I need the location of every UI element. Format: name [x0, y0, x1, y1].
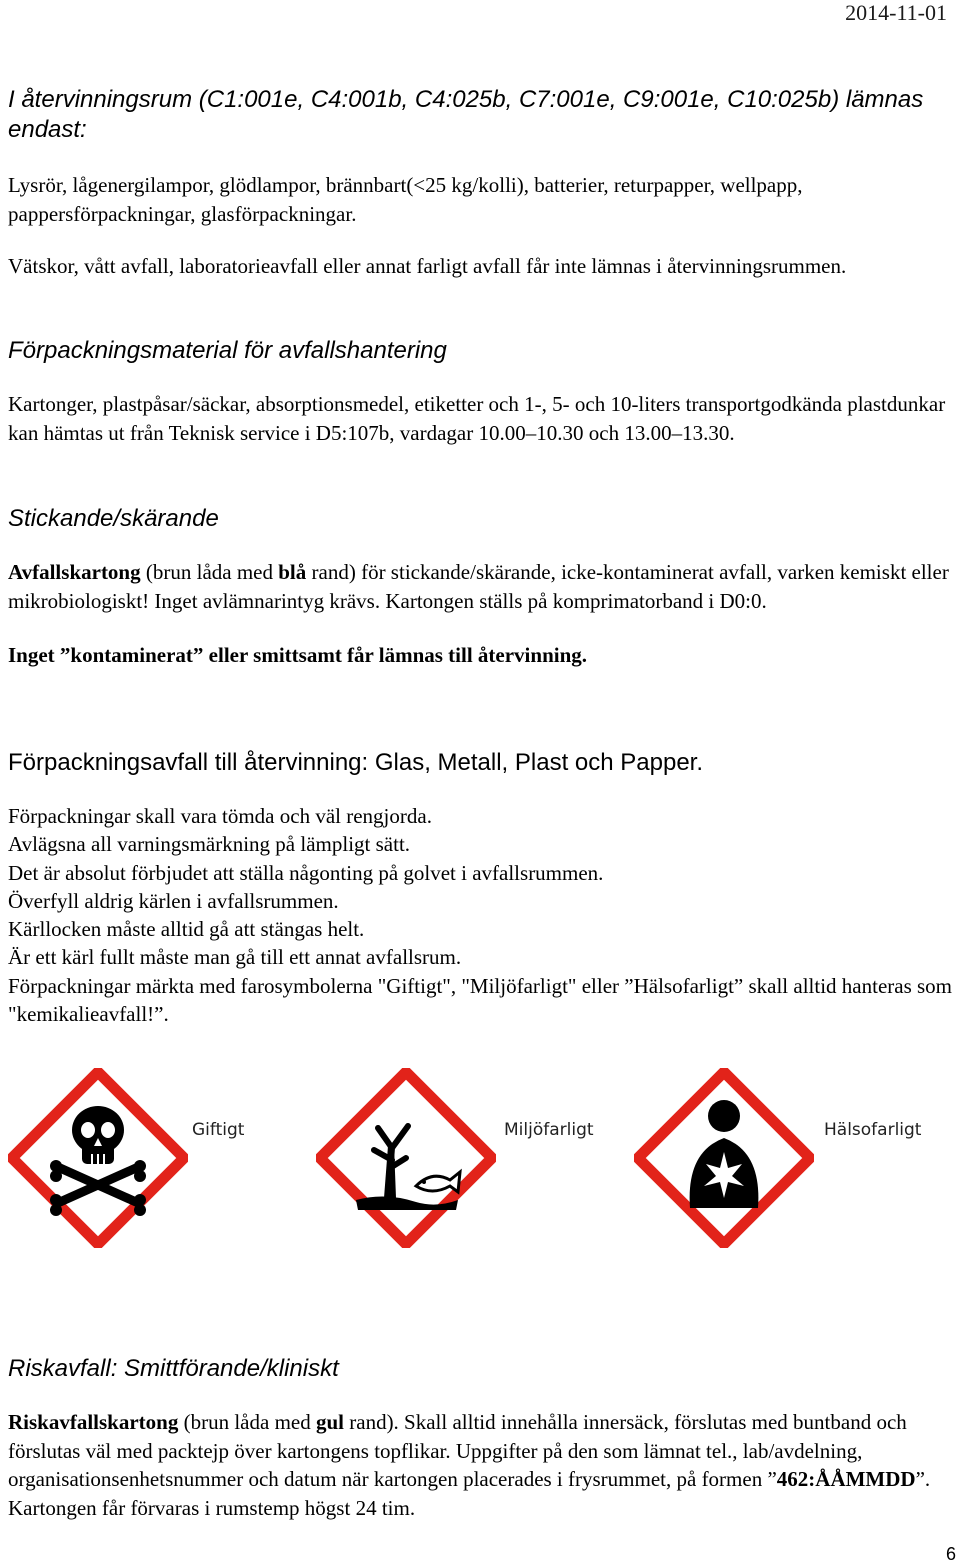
- blue-stripe-label: blå: [278, 560, 307, 584]
- risk-text-1: (brun låda med: [178, 1410, 316, 1434]
- sharps-heading: Stickande/skärande: [8, 505, 219, 532]
- health-hazard-icon: [634, 1068, 814, 1248]
- packaging-waste-rules: [8, 802, 956, 1028]
- sharps-text-1: (brun låda med: [140, 560, 279, 584]
- risk-waste-heading: Riskavfall: Smittförande/kliniskt: [8, 1355, 339, 1382]
- toxic-label: Giftigt: [192, 1120, 245, 1140]
- rule-line: Förpackningar märkta med farosymbolerna "Giftigt", "Miljöfarligt" eller ”Hälsofarligt” skall alltid hanteras som "kemikalieavfall!”.: [8, 973, 953, 1027]
- rule-line: Det är absolut förbjudet att ställa någonting på golvet i avfallsrummen.: [8, 860, 604, 885]
- date-format-code: 462:ÅÅMMDD: [776, 1467, 916, 1491]
- environment-label: Miljöfarligt: [504, 1120, 594, 1140]
- risk-text-2: rand). Skall alltid innehålla innersäck, förslutas med buntband och förslutas väl med packtejp över kartongens topflikar. Uppgifter på den som lämnat tel., lab/avdelning, organisationsenhetsnummer och datum när kartongen placerades i frysrummet, på formen ”: [8, 1410, 907, 1491]
- contamination-warning: Inget ”kontaminerat” eller smittsamt får lämnas till återvinning.: [8, 643, 588, 667]
- rule-line: Är ett kärl fullt måste man gå till ett annat avfallsrum.: [8, 945, 462, 970]
- risk-waste-section: [8, 1354, 956, 1522]
- sharps-section: [8, 504, 956, 670]
- hazard-symbol-health: [634, 1068, 922, 1253]
- packaging-material-heading: Förpackningsmaterial för avfallshantering: [8, 337, 447, 364]
- recycling-rooms-heading: I återvinningsrum (C1:001e, C4:001b, C4:025b, C7:001e, C9:001e, C10:025b) lämnas endast:: [8, 86, 924, 143]
- packaging-material-paragraph: Kartonger, plastpåsar/säckar, absorptionsmedel, etiketter och 1-, 5- och 10-liters transportgodkända plastdunkar kan hämtas ut från Teknisk service i D5:107b, vardagar 10.00–10.30 och 13.00–13.30.: [8, 392, 946, 445]
- packaging-waste-section: [8, 748, 956, 1028]
- rule-line: Förpackningar skall vara tömda och väl rengjorda.: [8, 804, 432, 828]
- environment-hazard-icon: [316, 1068, 496, 1248]
- hazard-symbol-environment: [316, 1068, 594, 1253]
- risk-waste-paragraph: [8, 1408, 956, 1522]
- risk-box-label: Riskavfallskartong: [8, 1410, 179, 1434]
- rule-line: Överfyll aldrig kärlen i avfallsrummen.: [8, 888, 339, 913]
- packaging-waste-heading: Förpackningsavfall till återvinning: Glas, Metall, Plast och Papper.: [8, 749, 704, 776]
- sharps-paragraph: [8, 558, 956, 615]
- risk-text-3: ”. Kartongen får förvaras i rumstemp högst 24 tim.: [8, 1467, 931, 1520]
- skull-crossbones-icon: [8, 1068, 188, 1248]
- sharps-box-label: Avfallskartong: [8, 560, 141, 584]
- health-label: Hälsofarligt: [824, 1120, 922, 1140]
- hazard-symbols: [8, 1068, 956, 1258]
- document-date: 2014-11-01: [845, 0, 947, 25]
- rule-line: Avlägsna all varningsmärkning på lämpligt sätt.: [8, 832, 411, 857]
- hazard-symbol-toxic: [8, 1068, 245, 1253]
- recycling-rooms-section: [8, 85, 956, 281]
- allowed-items-paragraph: Lysrör, lågenergilampor, glödlampor, brännbart(<25 kg/kolli), batterier, returpapper, wellpapp, pappersförpackningar, glasförpackningar.: [8, 173, 803, 226]
- forbidden-items-paragraph: Vätskor, vått avfall, laboratorieavfall eller annat farligt avfall får inte lämnas i återvinningsrummen.: [8, 254, 847, 278]
- packaging-material-section: [8, 336, 956, 447]
- sharps-text-2: rand) för stickande/skärande, icke-kontaminerat avfall, varken kemiskt eller mikrobiologiskt! Inget avlämnarintyg krävs. Kartongen ställs på komprimatorband i D0:0.: [8, 560, 949, 613]
- page-number: 6: [945, 1544, 956, 1564]
- rule-line: Kärllocken måste alltid gå att stängas helt.: [8, 917, 365, 942]
- yellow-stripe-label: gul: [315, 1410, 344, 1434]
